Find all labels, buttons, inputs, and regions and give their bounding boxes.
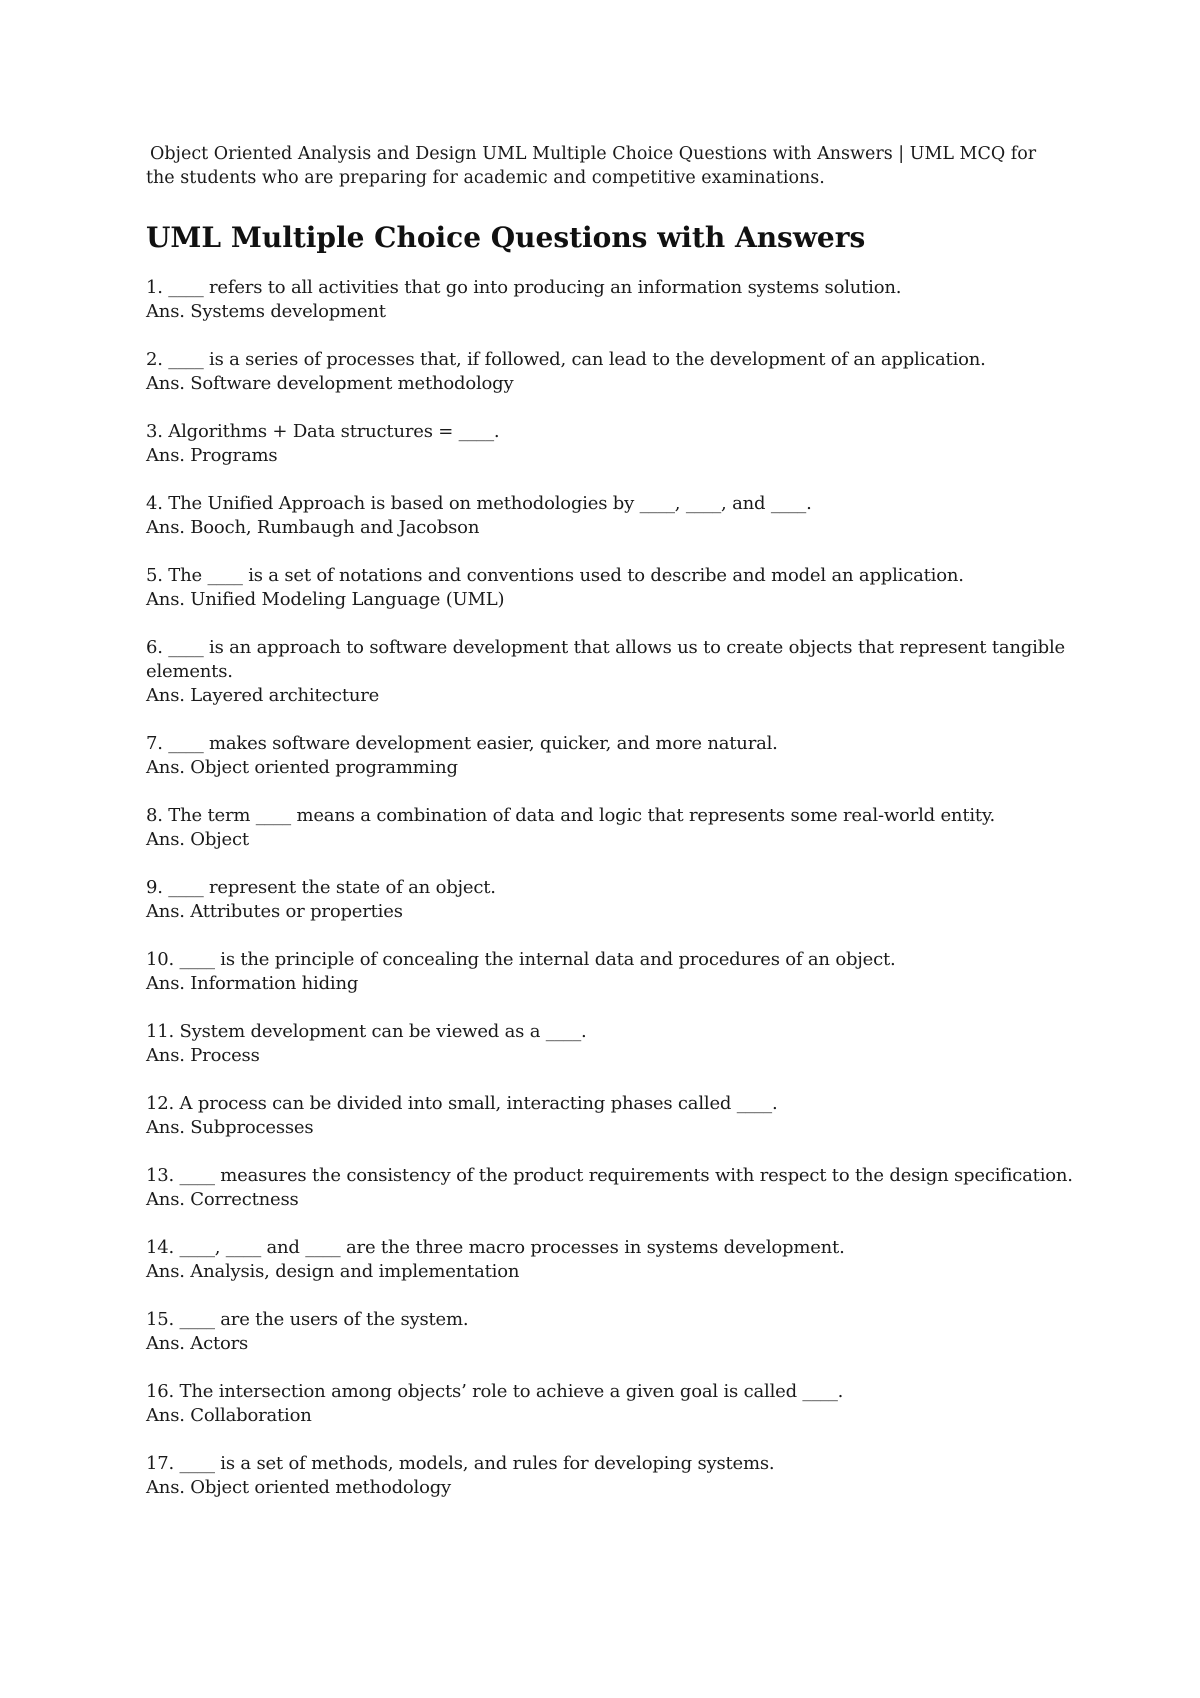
question-text: 17. ____ is a set of methods, models, and rules for developing systems. <box>146 1453 775 1474</box>
question-text: 10. ____ is the principle of concealing the internal data and procedures of an object. <box>146 949 896 970</box>
question-text: 9. ____ represent the state of an object. <box>146 877 496 898</box>
question-text: 2. ____ is a series of processes that, if followed, can lead to the development of an application. <box>146 349 986 370</box>
answer-text: Ans. Collaboration <box>146 1405 312 1426</box>
question-item-6 <box>146 636 1076 708</box>
question-item-15 <box>146 1308 1076 1356</box>
answer-text: Ans. Actors <box>146 1333 249 1354</box>
question-list <box>146 276 1076 1500</box>
question-text: 6. ____ is an approach to software development that allows us to create objects that represent tangible elements. <box>146 637 1065 682</box>
answer-text: Ans. Unified Modeling Language (UML) <box>146 589 505 610</box>
question-item-16 <box>146 1380 1076 1428</box>
answer-text: Ans. Subprocesses <box>146 1117 314 1138</box>
answer-text: Ans. Attributes or properties <box>146 901 403 922</box>
intro-line-1: Object Oriented Analysis and Design UML Multiple Choice Questions with Answers | UML MCQ for <box>150 144 1037 164</box>
question-text: 7. ____ makes software development easier, quicker, and more natural. <box>146 733 778 754</box>
question-item-17 <box>146 1452 1076 1500</box>
answer-text: Ans. Correctness <box>146 1189 299 1210</box>
question-text: 16. The intersection among objects’ role to achieve a given goal is called ____. <box>146 1381 844 1402</box>
question-item-1 <box>146 276 1076 324</box>
intro-line-2: the students who are preparing for academic and competitive examinations. <box>146 168 825 188</box>
question-item-3 <box>146 420 1076 468</box>
question-text: 8. The term ____ means a combination of data and logic that represents some real-world entity. <box>146 805 996 826</box>
question-item-2 <box>146 348 1076 396</box>
question-text: 15. ____ are the users of the system. <box>146 1309 469 1330</box>
question-item-7 <box>146 732 1076 780</box>
answer-text: Ans. Information hiding <box>146 973 359 994</box>
answer-text: Ans. Analysis, design and implementation <box>146 1261 520 1282</box>
question-item-10 <box>146 948 1076 996</box>
question-text: 12. A process can be divided into small, interacting phases called ____. <box>146 1093 778 1114</box>
question-item-14 <box>146 1236 1076 1284</box>
answer-text: Ans. Layered architecture <box>146 685 380 706</box>
question-text: 5. The ____ is a set of notations and conventions used to describe and model an application. <box>146 565 964 586</box>
question-item-5 <box>146 564 1076 612</box>
answer-text: Ans. Booch, Rumbaugh and Jacobson <box>146 517 480 538</box>
intro-paragraph <box>146 142 1076 190</box>
question-text: 13. ____ measures the consistency of the product requirements with respect to the design specification. <box>146 1165 1073 1186</box>
answer-text: Ans. Object oriented programming <box>146 757 458 778</box>
question-text: 1. ____ refers to all activities that go into producing an information systems solution. <box>146 277 902 298</box>
question-item-11 <box>146 1020 1076 1068</box>
answer-text: Ans. Object <box>146 829 249 850</box>
question-item-4 <box>146 492 1076 540</box>
document-page <box>146 142 1076 1524</box>
question-item-12 <box>146 1092 1076 1140</box>
question-text: 11. System development can be viewed as a ____. <box>146 1021 587 1042</box>
question-item-8 <box>146 804 1076 852</box>
answer-text: Ans. Software development methodology <box>146 373 514 394</box>
answer-text: Ans. Process <box>146 1045 260 1066</box>
question-item-13 <box>146 1164 1076 1212</box>
question-text: 14. ____, ____ and ____ are the three macro processes in systems development. <box>146 1237 845 1258</box>
question-text: 4. The Unified Approach is based on methodologies by ____, ____, and ____. <box>146 493 812 514</box>
answer-text: Ans. Programs <box>146 445 278 466</box>
question-text: 3. Algorithms + Data structures = ____. <box>146 421 500 442</box>
answer-text: Ans. Systems development <box>146 301 386 322</box>
question-item-9 <box>146 876 1076 924</box>
answer-text: Ans. Object oriented methodology <box>146 1477 452 1498</box>
page-title: UML Multiple Choice Questions with Answers <box>146 221 866 254</box>
